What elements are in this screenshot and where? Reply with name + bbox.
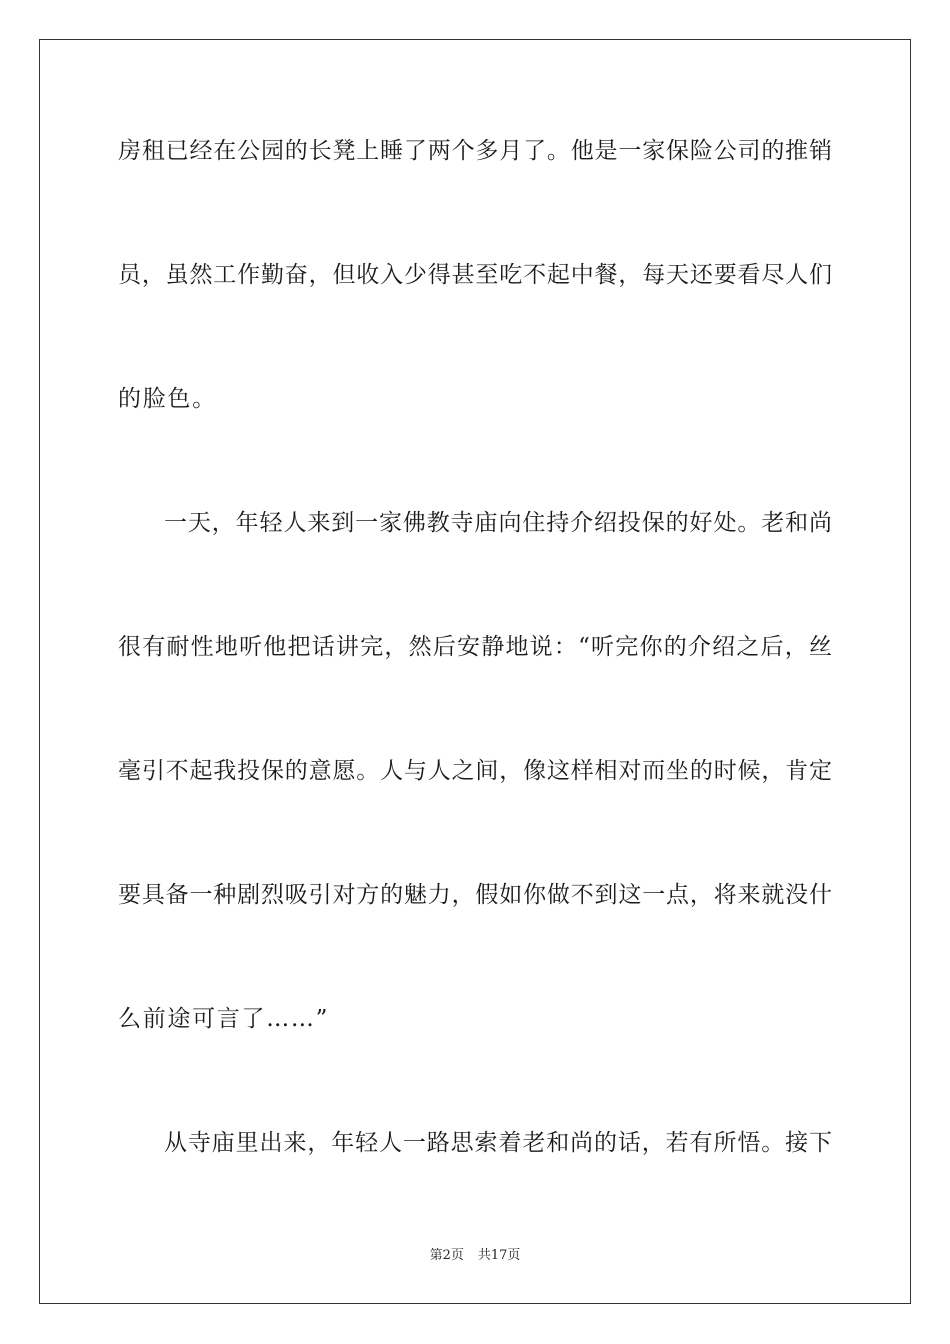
text-line: 房租已经在公园的长凳上睡了两个多月了。他是一家保险公司的推销 bbox=[118, 138, 832, 164]
text-line: 的脸色。 bbox=[118, 386, 217, 412]
page-number: 第2页 bbox=[429, 1248, 464, 1263]
page-border bbox=[39, 39, 911, 1304]
paragraph-first-line: 从寺庙里出来，年轻人一路思索着老和尚的话，若有所悟。接下 bbox=[164, 1130, 832, 1156]
paragraph-first-line: 一天，年轻人来到一家佛教寺庙向住持介绍投保的好处。老和尚 bbox=[164, 510, 832, 536]
page-footer bbox=[0, 1246, 950, 1266]
text-line: 毫引不起我投保的意愿。人与人之间，像这样相对而坐的时候，肯定 bbox=[118, 758, 832, 784]
text-line: 员，虽然工作勤奋，但收入少得甚至吃不起中餐，每天还要看尽人们 bbox=[118, 262, 832, 288]
text-line: 么前途可言了……” bbox=[118, 1006, 330, 1032]
page-total: 共17页 bbox=[477, 1248, 521, 1263]
text-line: 很有耐性地听他把话讲完，然后安静地说：“听完你的介绍之后，丝 bbox=[118, 634, 832, 660]
text-line: 要具备一种剧烈吸引对方的魅力，假如你做不到这一点，将来就没什 bbox=[118, 882, 832, 908]
